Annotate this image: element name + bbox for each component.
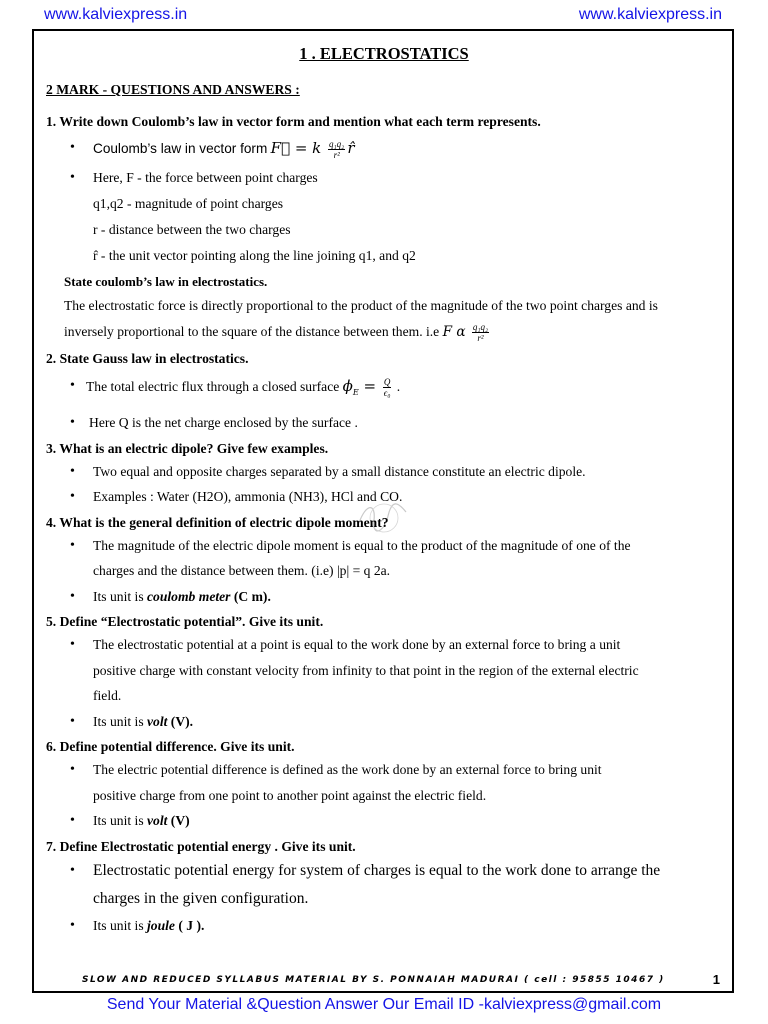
sub-question: State coulomb’s law in electrostatics. (64, 273, 268, 289)
document-body (46, 44, 722, 938)
paragraph-line: inversely proportional to the square of the distance between them. i.e F α $\frac{\text{q₁q₂}}{\text{r²}}$ (64, 322, 489, 344)
answer-6-list (46, 757, 722, 834)
term-r: r - distance between the two charges (93, 221, 291, 237)
fraction: $\frac{\text{q₁q₂}}{\text{r²}}$ (329, 139, 345, 161)
list-item: • Two equal and opposite charges separated by a small distance constitute an electric dipole. (46, 459, 722, 485)
list-item: • The electrostatic potential at a point is equal to the work done by an external force to bring a unit positive charge with constant velocity from infinity to that point in the region of the external electric field. (46, 632, 722, 709)
term-q: q1,q2 - magnitude of point charges (93, 195, 284, 211)
list-item: • Its unit is coulomb meter (C m). (46, 584, 722, 610)
fraction: $\frac{\text{q₁q₂}}{\text{r²}}$ (472, 322, 489, 344)
question-5: 5. Define “Electrostatic potential”. Give its unit. (46, 614, 324, 629)
page-number: 1 (712, 972, 720, 987)
answer-3-list (46, 459, 722, 510)
footer-credit: SLOW AND REDUCED SYLLABUS MATERIAL BY S. PONNAIAH MADURAI ( cell : 95855 10467 ) (82, 975, 665, 985)
paragraph-line: The electrostatic force is directly proportional to the product of the magnitude of the two point charges and is (64, 297, 658, 313)
list-item: • The total electric flux through a closed surface $\phi_E$ = $\frac{Q}{\text{ϵ₀}}$ . (46, 369, 722, 410)
gauss-formula: $\phi_E$ = (342, 377, 381, 397)
list-item: • Coulomb’s law in vector form F⃗ = k $\frac{\text{q₁q₂}}{\text{r²}}$ r̂ (46, 132, 722, 165)
term-r-hat: r̂ - the unit vector pointing along the line joining q1, and q2 (93, 247, 416, 263)
list-item: • Electrostatic potential energy for system of charges is equal to the work done to arrange the charges in the given configuration. (46, 857, 722, 913)
coulomb-formula: F⃗ = k (270, 139, 327, 157)
answer-7-list (46, 857, 722, 939)
list-item: • Its unit is volt (V). (46, 709, 722, 735)
list-item: • The electric potential difference is defined as the work done by an external force to bring unit positive charge from one point to another point against the electric field. (46, 757, 722, 808)
answer-2-list (46, 369, 722, 436)
fraction: $\frac{Q}{\text{ϵ₀}}$ (383, 377, 391, 399)
question-2: 2. State Gauss law in electrostatics. (46, 351, 249, 366)
question-3: 3. What is an electric dipole? Give few examples. (46, 440, 329, 456)
list-item: • Examples : Water (H2O), ammonia (NH3), HCl and CO. (46, 484, 722, 510)
site-link-left[interactable]: www.kalviexpress.in (44, 6, 188, 23)
list-item: • Here Q is the net charge enclosed by the surface . (46, 410, 722, 436)
site-link-right[interactable]: www.kalviexpress.in (578, 6, 722, 23)
page-title: 1 . ELECTROSTATICS (299, 44, 469, 63)
email-banner[interactable]: Send Your Material &Question Answer Our Email ID -kalviexpress@gmail.com (106, 996, 662, 1013)
answer-5-list (46, 632, 722, 734)
question-4: 4. What is the general definition of electric dipole moment? (46, 514, 389, 530)
list-item: • Its unit is volt (V) (46, 808, 722, 834)
question-7: 7. Define Electrostatic potential energy . Give its unit. (46, 838, 356, 854)
question-1: 1. Write down Coulomb’s law in vector form and mention what each term represents. (46, 114, 541, 129)
question-6: 6. Define potential difference. Give its unit. (46, 739, 295, 754)
list-item: • Its unit is joule ( J ). (46, 913, 722, 939)
section-heading: 2 MARK - QUESTIONS AND ANSWERS : (46, 82, 300, 97)
list-item: • Here, F - the force between point charges (46, 165, 722, 191)
answer-4-list (46, 533, 722, 610)
answer-1-list (46, 132, 722, 191)
list-item: • The magnitude of the electric dipole moment is equal to the product of the magnitude of one of the charges and the distance between them. (i.e) |p| = q 2a. (46, 533, 722, 584)
